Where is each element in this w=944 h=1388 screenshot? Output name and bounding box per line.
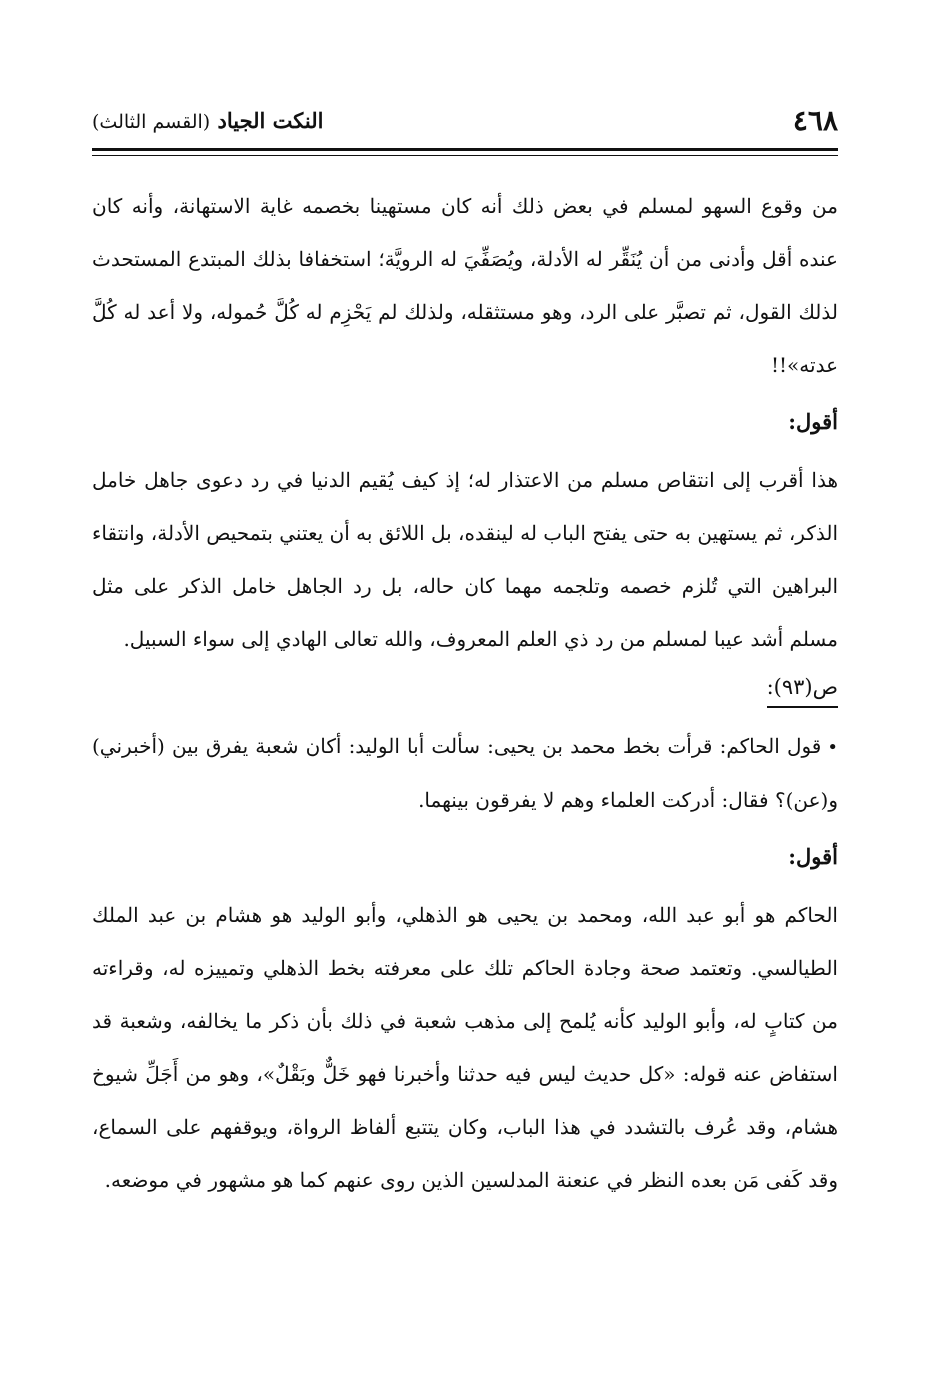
heading-aqul-1: أقول: [788,409,838,434]
section-label: (القسم الثالث) [92,111,211,133]
paragraph-3 [92,720,838,827]
page-body [92,180,838,1207]
heading-aqul-2: أقول: [788,844,838,869]
paragraph-1: من وقوع السهو لمسلم في بعض ذلك أنه كان مستهينا بخصمه غاية الاستهانة، وأنه كان عنده أقل وأدنى من أن يُنَقِّر له الأدلة، ويُصَفِّيَ له الرويَّة؛ استخفافا بذلك المبتدع المستحدث لذلك القول، ثم تصبَّر على الرد، وهو مستثقله، ولذلك لم يَحْزِم له كُلَّ حُموله، ولا أعد له كُلَّ عدته»!! [92,194,838,377]
paragraph-4: الحاكم هو أبو عبد الله، ومحمد بن يحيى هو الذهلي، وأبو الوليد هو هشام بن عبد الملك الطيالسي. وتعتمد صحة وجادة الحاكم تلك على معرفته بخط الذهلي وتمييزه له، وقراءته من كتابٍ له، وأبو الوليد كأنه يُلمح إلى مذهب شعبة في ذلك بأن ذكر ما يخالفه، وشعبة قد استفاض عنه قوله: «كل حديث ليس فيه حدثنا وأخبرنا فهو خَلٌّ وبَقْلٌ»، وهو من أَجَلِّ شيوخ هشام، وقد عُرف بالتشدد في هذا الباب، وكان يتتبع ألفاظ الرواة، ويوقفهم على السماع، وقد كَفى مَن بعده النظر في عنعنة المدلسين الذين روى عنهم كما هو مشهور في موضعه. [92,903,838,1192]
paragraph-3-text: قول الحاكم: قرأت بخط محمد بن يحيى: سألت أبا الوليد: أكان شعبة يفرق بين (أخبرني) و(عن)؟ فقال: أدركت العلماء وهم لا يفرقون بينهما. [92,734,838,812]
paragraph-2: هذا أقرب إلى انتقاص مسلم من الاعتذار له؛ إذ كيف يُقيم الدنيا في رد دعوى جاهل خامل الذكر، ثم يستهين به حتى يفتح الباب له لينقده، بل اللائق به أن يعتني بتمحيص الأدلة، وانتقاء البراهين التي تُلزم خصمه وتلجمه مهما كان حاله، بل رد الجاهل خامل الذكر على مثل مسلم أشد عيبا لمسلم من رد ذي العلم المعروف، والله تعالى الهادي إلى سواء السبيل. [91,468,838,651]
page-header [92,104,838,144]
bullet-icon: • [827,737,838,758]
book-title: النكت الجياد [217,108,324,133]
page-number: ٤٦٨ [792,104,838,137]
page-reference: ص(٩٣): [767,670,838,708]
header-rule-thin [92,155,838,156]
header-rule-thick [92,148,838,151]
running-title [92,108,323,133]
